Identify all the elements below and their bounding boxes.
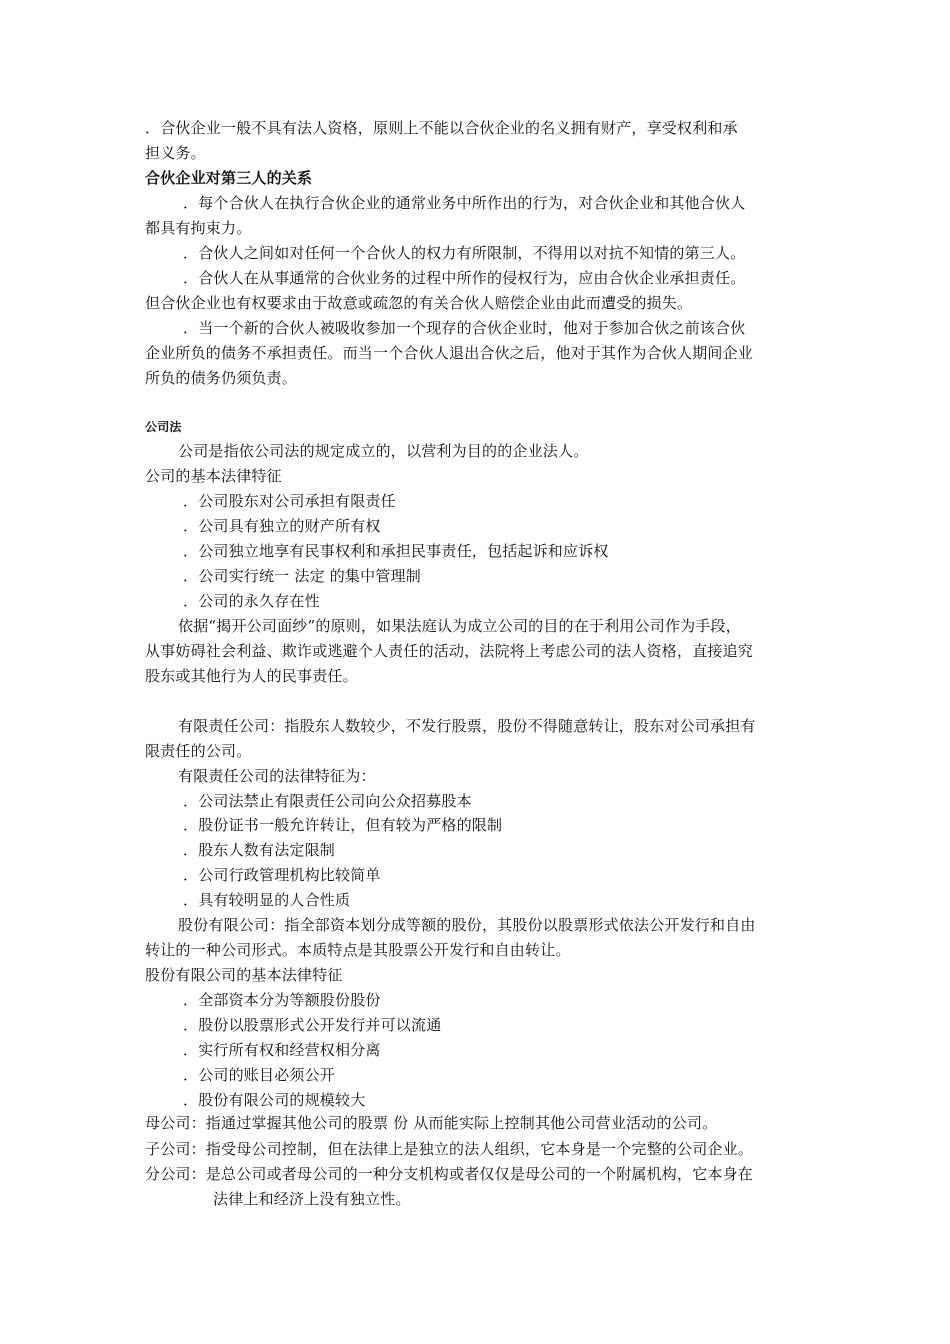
list-item: ．公司的永久存在性 [183,592,320,610]
list-item: ．股份证书一般允许转让，但有较为严格的限制 [183,816,503,834]
list-item: ．实行所有权和经营权相分离 [183,1041,381,1059]
paragraph-line: 所负的债务仍须负责。 [145,369,298,387]
paragraph-line: 法律上和经济上没有独立性。 [213,1190,411,1208]
list-item: ．公司具有独立的财产所有权 [183,517,381,535]
paragraph-line: 母公司：指通过掌握其他公司的股票 份 从而能实际上控制其他公司营业活动的公司。 [145,1114,718,1132]
paragraph-line: 企业所负的债务不承担责任。而当一个合伙人退出合伙之后，他对于其作为合伙人期间企业 [145,344,754,362]
list-item: ．公司法禁止有限责任公司向公众招募股本 [183,792,472,810]
paragraph-line: 转让的一种公司形式。本质特点是其股票公开发行和自由转让。 [145,941,571,959]
list-item: ．公司的账目必须公开 [183,1066,336,1084]
paragraph-line: ．合伙企业一般不具有法人资格，原则上不能以合伙企业的名义拥有财产，享受权利和承 [145,119,738,137]
section-heading: 合伙企业对第三人的关系 [145,169,313,187]
paragraph-line: 有限责任公司的法律特征为： [178,767,376,785]
paragraph-line: 从事妨碍社会利益、欺诈或逃避个人责任的活动，法院将上考虑公司的法人资格，直接追究 [145,642,754,660]
paragraph-line: 股东或其他行为人的民事责任。 [145,667,358,685]
list-item: ．全部资本分为等额股份股份 [183,991,381,1009]
list-item: ．具有较明显的人合性质 [183,891,351,909]
list-item: ．公司独立地享有民事权利和承担民事责任，包括起诉和应诉权 [183,542,609,560]
list-item: ．股份以股票形式公开发行并可以流通 [183,1016,442,1034]
paragraph-line: ．合伙人在从事通常的合伙业务的过程中所作的侵权行为，应由合伙企业承担责任。 [183,269,746,287]
paragraph-line: 公司的基本法律特征 [145,467,282,485]
paragraph-line: 但合伙企业也有权要求由于故意或疏忽的有关合伙人赔偿企业由此而遭受的损失。 [145,294,693,312]
paragraph-line: 股份有限公司的基本法律特征 [145,966,343,984]
list-item: ．公司行政管理机构比较简单 [183,866,381,884]
paragraph-line: 有限责任公司：指股东人数较少，不发行股票，股份不得随意转让，股东对公司承担有 [178,717,756,735]
list-item: ．公司股东对公司承担有限责任 [183,492,396,510]
list-item: ．公司实行统一 法定 的集中管理制 [183,567,421,585]
list-item: ．股份有限公司的规模较大 [183,1091,366,1109]
paragraph-line: 分公司：是总公司或者母公司的一种分支机构或者仅仅是母公司的一个附属机构，它本身在 [145,1165,754,1183]
paragraph-line: 担义务。 [145,144,206,162]
paragraph-line: 子公司：指受母公司控制，但在法律上是独立的法人组织，它本身是一个完整的公司企业。 [145,1140,754,1158]
paragraph-line: ．当一个新的合伙人被吸收参加一个现存的合伙企业时，他对于参加合伙之前该合伙 [183,319,746,337]
paragraph-line: 股份有限公司：指全部资本划分成等额的股份，其股份以股票形式依法公开发行和自由 [178,916,756,934]
paragraph-line: ．合伙人之间如对任何一个合伙人的权力有所限制，不得用以对抗不知情的第三人。 [183,244,746,262]
section-heading: 公司法 [145,420,182,434]
paragraph-line: ．每个合伙人在执行合伙企业的通常业务中所作出的行为，对合伙企业和其他合伙人 [183,194,746,212]
paragraph-line: 限责任的公司。 [145,742,252,760]
paragraph-line: 公司是指依公司法的规定成立的，以营利为目的的企业法人。 [178,442,589,460]
paragraph-line: 都具有拘束力。 [145,219,252,237]
list-item: ．股东人数有法定限制 [183,841,336,859]
paragraph-line: 依据“揭开公司面纱”的原则，如果法庭认为成立公司的目的在于利用公司作为手段， [178,617,741,635]
